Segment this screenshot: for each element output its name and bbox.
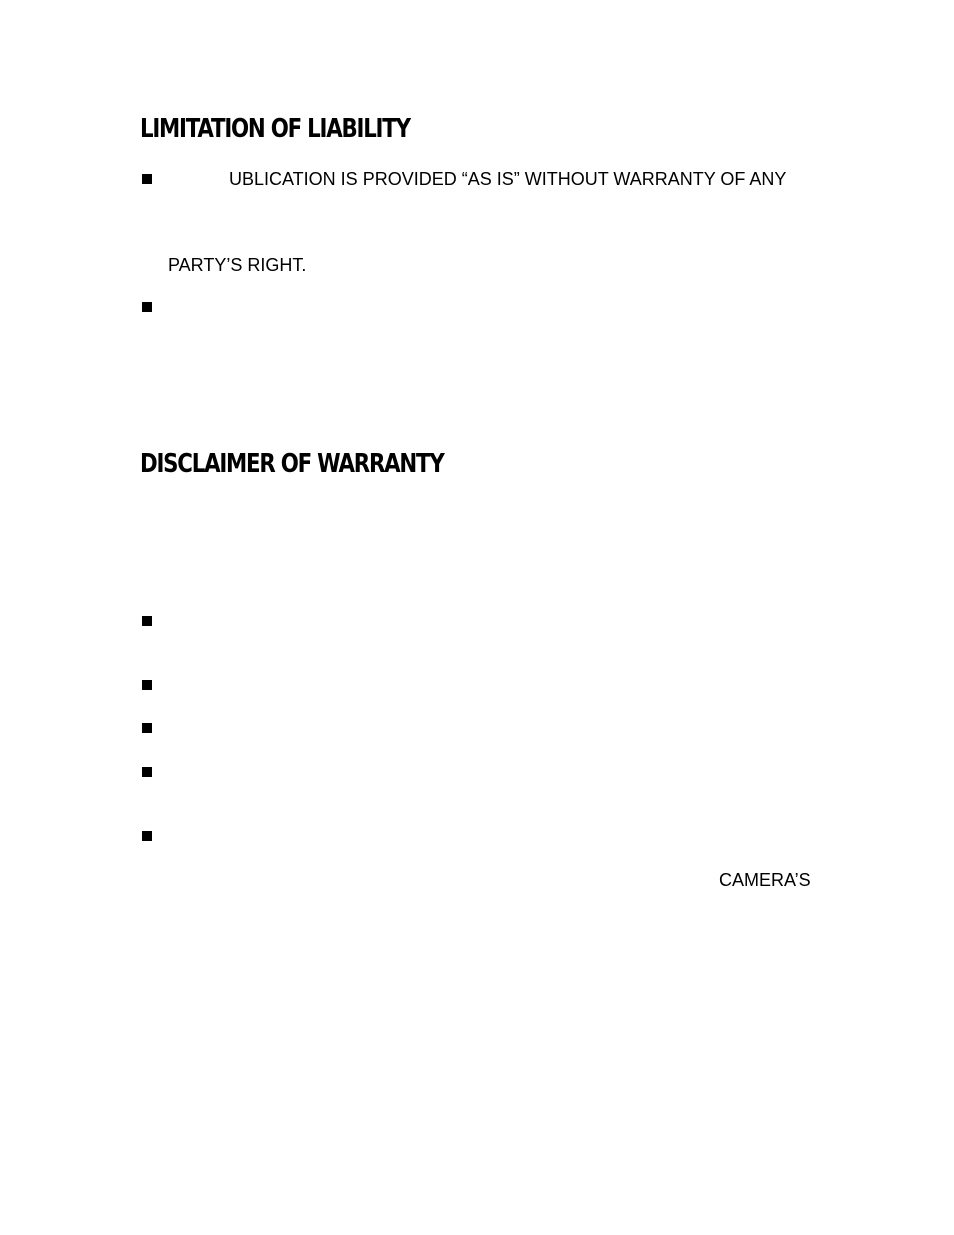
bullet-marker-icon bbox=[142, 831, 152, 841]
disclaimer-item-5-text: CAMERA’S bbox=[719, 870, 811, 890]
bullet-marker-icon bbox=[142, 723, 152, 733]
limitation-item-1-continuation: PARTY’S RIGHT. bbox=[168, 255, 307, 275]
bullet-marker-icon bbox=[142, 302, 152, 312]
bullet-marker-icon bbox=[142, 616, 152, 626]
limitation-item-1-text: UBLICATION IS PROVIDED “AS IS” WITHOUT WARRANTY OF ANY bbox=[229, 169, 787, 189]
bullet-marker-icon bbox=[142, 174, 152, 184]
limitation-of-liability-heading: LIMITATION OF LIABILITY bbox=[140, 114, 410, 144]
disclaimer-of-warranty-heading: DISCLAIMER OF WARRANTY bbox=[140, 449, 444, 479]
bullet-marker-icon bbox=[142, 680, 152, 690]
bullet-marker-icon bbox=[142, 767, 152, 777]
